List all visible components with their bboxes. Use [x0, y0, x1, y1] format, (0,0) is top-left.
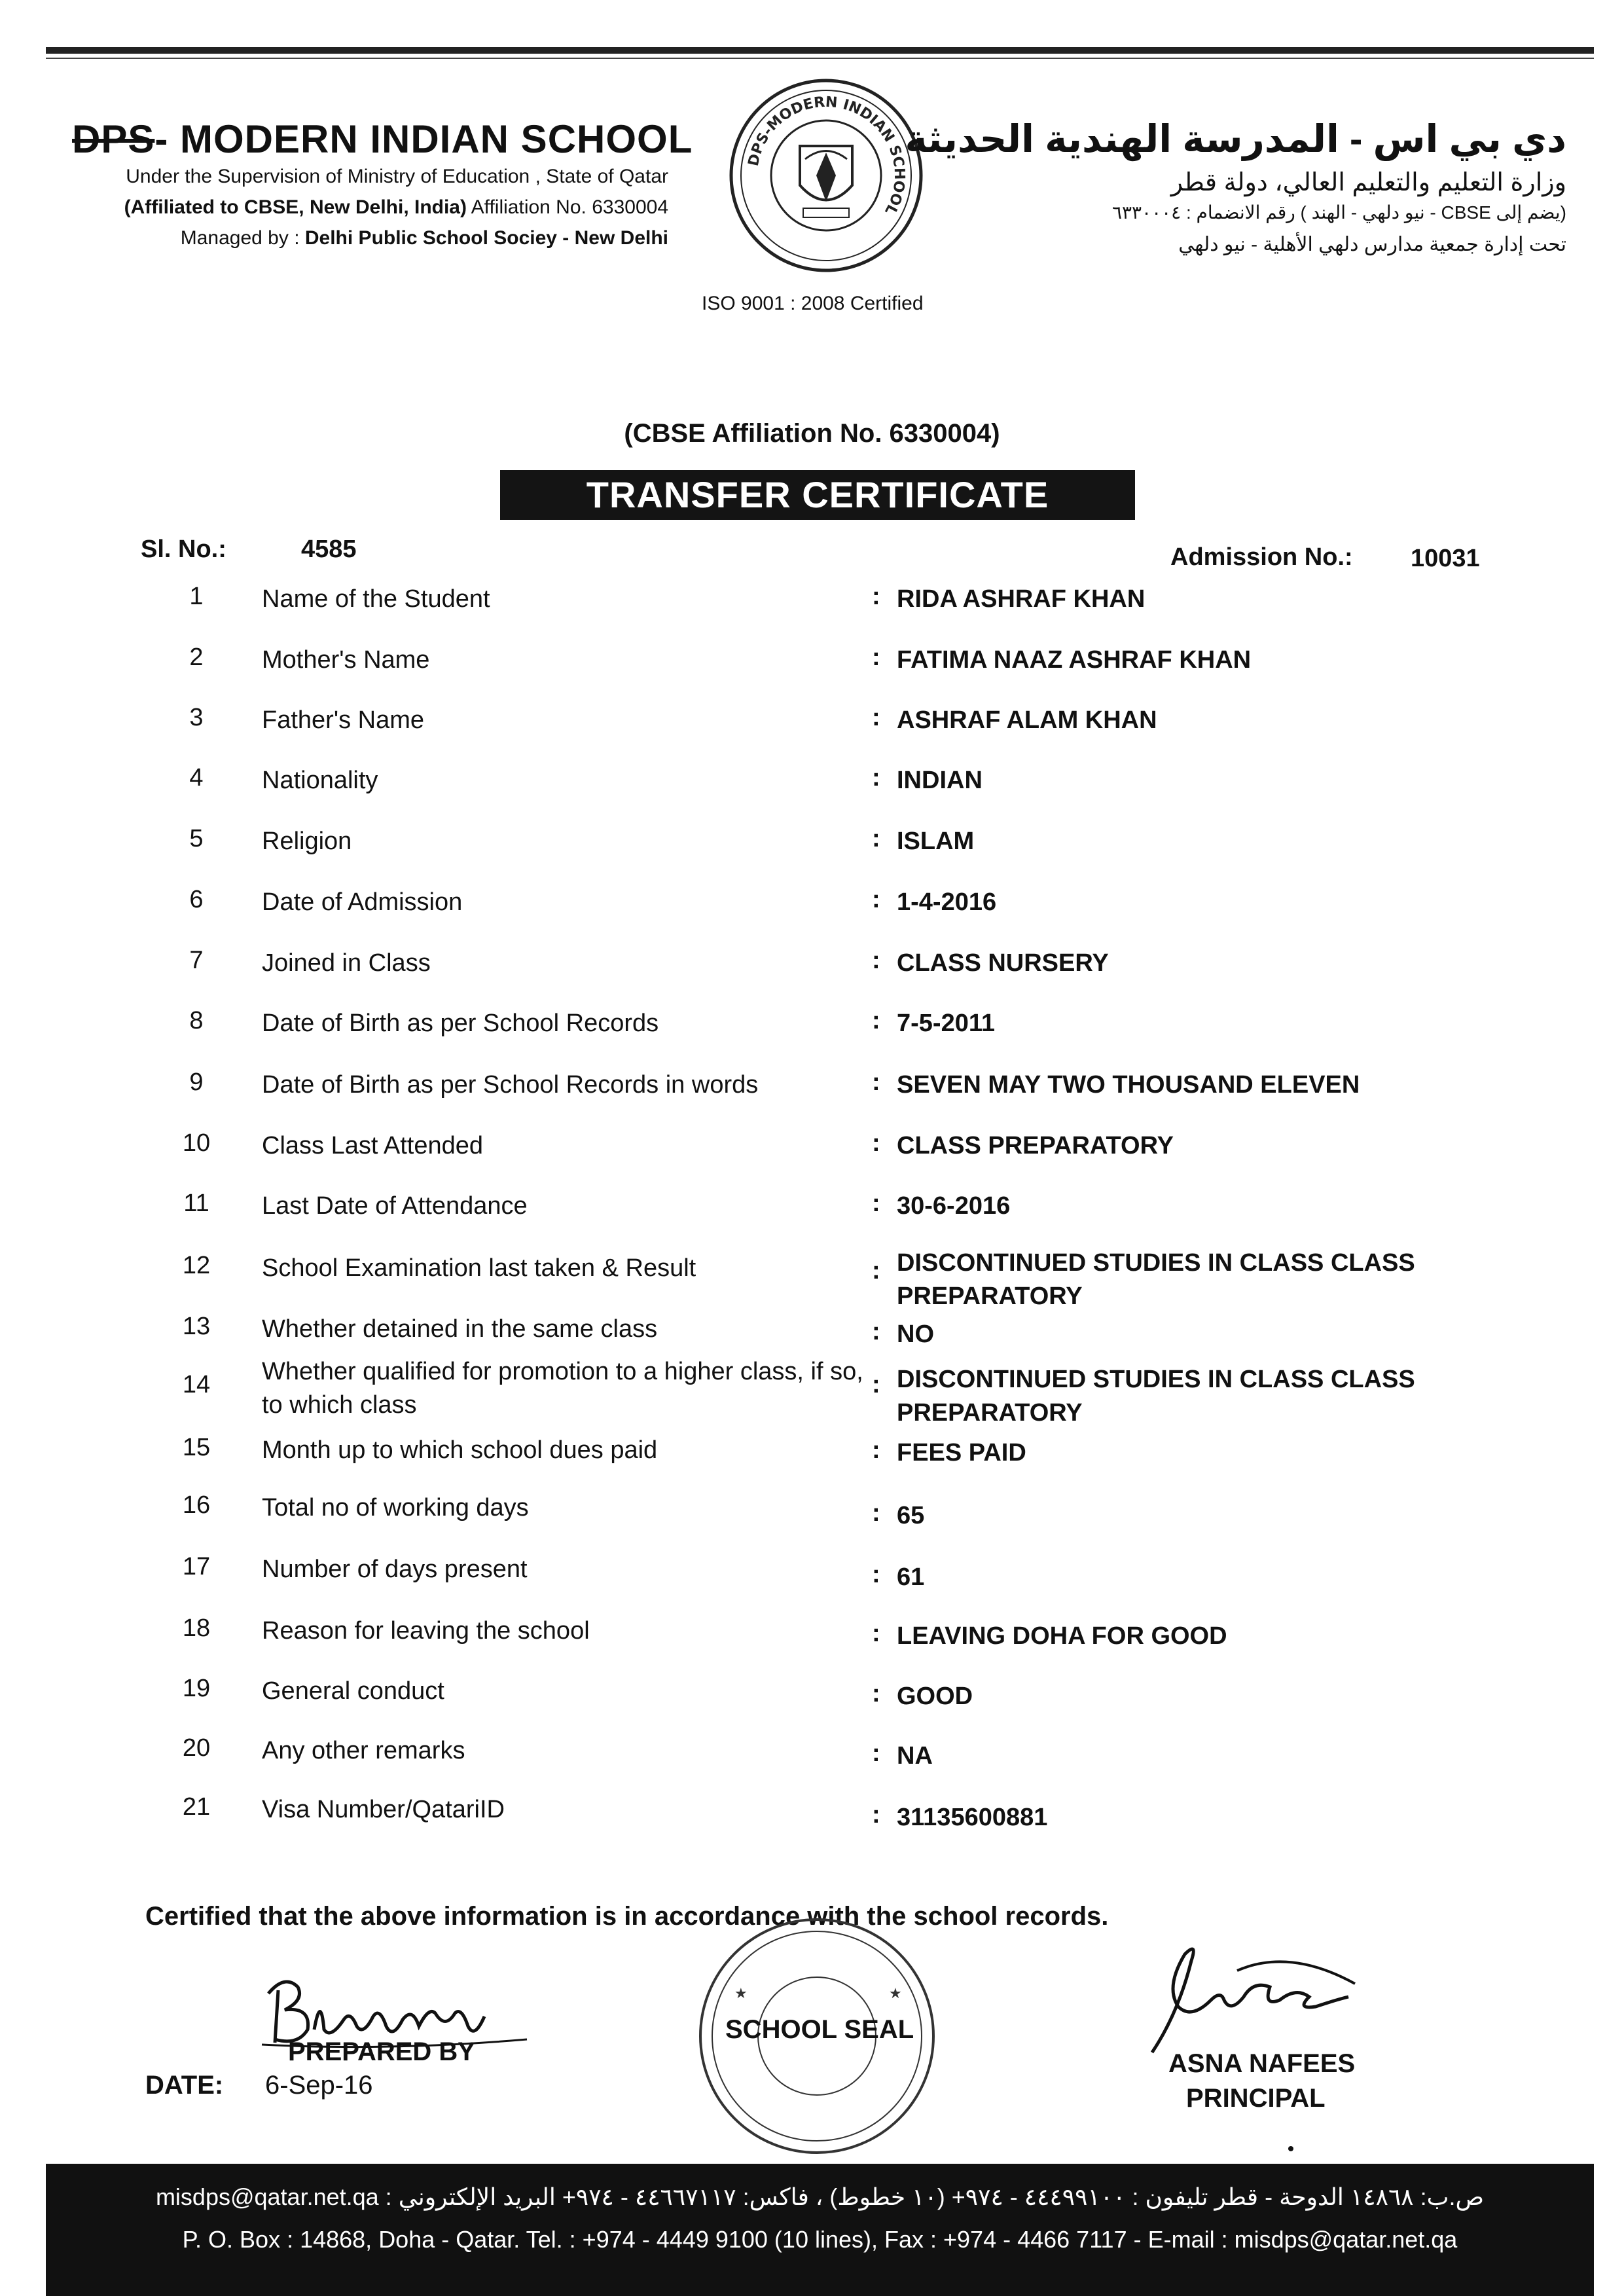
row-value: ISLAM — [897, 828, 975, 855]
row-label: Reason for leaving the school — [262, 1617, 590, 1645]
principal-name: ASNA NAFEES — [1168, 2049, 1356, 2078]
row-value: ASHRAF ALAM KHAN — [897, 706, 1157, 734]
row-colon: : — [872, 704, 880, 731]
row-value: LEAVING DOHA FOR GOOD — [897, 1622, 1227, 1650]
row-number: 15 — [182, 1434, 211, 1461]
affiliated-text: (Affiliated to CBSE, New Delhi, India) — [124, 196, 467, 218]
row-label: Name of the Student — [262, 585, 490, 613]
row-colon: : — [872, 825, 880, 852]
row-label: Total no of working days — [262, 1494, 529, 1522]
svg-text:★: ★ — [734, 1986, 748, 2002]
admission-number-value: 10031 — [1411, 545, 1480, 572]
row-value: 30-6-2016 — [897, 1192, 1011, 1220]
row-label: Whether qualified for promotion to a higher class, if so, to which class — [262, 1358, 863, 1419]
managed-by-prefix: Managed by : — [180, 227, 305, 249]
row-label: Visa Number/QatariID — [262, 1796, 505, 1823]
row-value: 61 — [897, 1563, 925, 1591]
row-value: CLASS PREPARATORY — [897, 1132, 1174, 1159]
row-label: Date of Admission — [262, 888, 463, 916]
row-value: FEES PAID — [897, 1439, 1026, 1467]
certification-statement: Certified that the above information is in accordance with the school records. — [145, 1902, 1109, 1931]
emblem-ring-text: DPS-MODERN INDIAN SCHOOL — [745, 94, 908, 218]
row-number: 13 — [182, 1313, 211, 1340]
top-rule — [46, 47, 1594, 54]
row-number: 5 — [189, 825, 204, 852]
school-name-text: - MODERN INDIAN SCHOOL — [154, 117, 693, 161]
principal-signature — [1139, 1935, 1375, 2059]
school-name-prefix: DPS — [72, 117, 155, 161]
row-label: Month up to which school dues paid — [262, 1436, 658, 1464]
row-label: Joined in Class — [262, 949, 431, 977]
row-colon: : — [872, 1801, 880, 1829]
ink-dot — [1288, 2146, 1293, 2151]
row-label: Religion — [262, 828, 352, 855]
row-label: Mother's Name — [262, 646, 430, 674]
row-value: DISCONTINUED STUDIES IN CLASS CLASS PREPARATORY — [897, 1366, 1415, 1427]
arabic-school-name: دي بي اس - المدرسة الهندية الحديثة — [905, 118, 1566, 160]
row-colon: : — [872, 947, 880, 974]
row-colon: : — [872, 1129, 880, 1157]
row-colon: : — [872, 1620, 880, 1647]
date-label: DATE: — [145, 2071, 224, 2100]
svg-text:★: ★ — [889, 1986, 902, 2002]
row-label: Any other remarks — [262, 1737, 465, 1764]
row-colon: : — [872, 764, 880, 792]
prepared-by-label: PREPARED BY — [288, 2037, 475, 2066]
footer-arabic-contact: misdps@qatar.net.qa : ص.ب: ١٤٨٦٨ الدوحة - قطر تليفون : ٤٤٤٩٩١٠٠ - ٩٧٤+ (١٠ خطوط) ، فاكس: ٤٤٦٦٧١١٧ - ٩٧٤+ البريد الإلكتروني — [155, 2183, 1485, 2210]
row-label: Class Last Attended — [262, 1132, 483, 1159]
row-value: 1-4-2016 — [897, 888, 997, 916]
affiliation-line — [124, 196, 668, 219]
footer-bar — [46, 2164, 1594, 2296]
row-number: 18 — [182, 1614, 211, 1642]
row-value: NO — [897, 1321, 934, 1348]
row-number: 17 — [182, 1553, 211, 1580]
certificate-title: TRANSFER CERTIFICATE — [500, 470, 1135, 520]
row-number: 9 — [189, 1068, 204, 1096]
row-value: 65 — [897, 1502, 925, 1529]
row-number: 3 — [189, 704, 204, 731]
serial-number-label: Sl. No.: — [141, 536, 226, 563]
row-value: RIDA ASHRAF KHAN — [897, 585, 1146, 613]
row-number: 2 — [189, 644, 204, 671]
row-colon: : — [872, 1740, 880, 1767]
principal-title: PRINCIPAL — [1186, 2084, 1326, 2113]
row-colon: : — [872, 1190, 880, 1217]
row-number: 11 — [183, 1190, 209, 1217]
row-number: 20 — [182, 1734, 211, 1762]
school-seal-label: SCHOOL SEAL — [725, 2015, 914, 2044]
arabic-managed-by: تحت إدارة جمعية مدارس دلهي الأهلية - نيو دلهي — [1178, 234, 1566, 255]
row-value: GOOD — [897, 1683, 973, 1710]
row-number: 4 — [189, 764, 204, 792]
row-value: NA — [897, 1742, 933, 1770]
row-colon: : — [872, 583, 880, 610]
row-label: Whether detained in the same class — [262, 1315, 658, 1343]
row-number: 6 — [189, 886, 204, 913]
row-value: DISCONTINUED STUDIES IN CLASS CLASS PREPARATORY — [897, 1249, 1415, 1310]
row-colon: : — [872, 644, 880, 671]
row-label: Father's Name — [262, 706, 425, 734]
row-number: 1 — [189, 583, 204, 610]
affiliation-number-text: Affiliation No. 6330004 — [466, 196, 668, 218]
row-colon: : — [872, 1436, 880, 1464]
row-value: INDIAN — [897, 767, 983, 794]
row-label: Date of Birth as per School Records — [262, 1010, 659, 1037]
row-label: Number of days present — [262, 1556, 528, 1583]
top-rule-thin — [46, 58, 1594, 59]
row-number: 8 — [189, 1007, 204, 1034]
row-label: Date of Birth as per School Records in words — [262, 1071, 759, 1099]
row-colon: : — [872, 1561, 880, 1588]
admission-number-label: Admission No.: — [1170, 543, 1353, 571]
row-value: 31135600881 — [897, 1804, 1048, 1831]
row-label: General conduct — [262, 1677, 444, 1705]
serial-number-value: 4585 — [301, 536, 357, 563]
row-colon: : — [872, 1318, 880, 1345]
row-value: 7-5-2011 — [897, 1010, 996, 1037]
school-name — [72, 117, 693, 162]
row-label: Nationality — [262, 767, 378, 794]
row-value: SEVEN MAY TWO THOUSAND ELEVEN — [897, 1071, 1360, 1099]
arabic-ministry: وزارة التعليم والتعليم العالي، دولة قطر — [1170, 169, 1566, 196]
date-value: 6-Sep-16 — [265, 2071, 373, 2100]
row-value: CLASS NURSERY — [897, 949, 1109, 977]
row-number: 21 — [182, 1793, 211, 1821]
row-number: 19 — [182, 1675, 211, 1702]
row-number: 12 — [182, 1252, 211, 1279]
row-colon: : — [872, 1499, 880, 1527]
iso-certification: ISO 9001 : 2008 Certified — [702, 293, 924, 314]
managed-by-line — [181, 227, 668, 249]
row-number: 10 — [182, 1129, 211, 1157]
row-colon: : — [872, 1371, 880, 1398]
school-emblem-icon — [728, 77, 924, 274]
cbse-affiliation: (CBSE Affiliation No. 6330004) — [624, 419, 1000, 448]
arabic-affiliation: (يضم إلى CBSE - نيو دلهي - الهند ) رقم الانضمام : ٦٣٣٠٠٠٤ — [1111, 202, 1566, 223]
row-value: FATIMA NAAZ ASHRAF KHAN — [897, 646, 1252, 674]
supervision-line: Under the Supervision of Ministry of Education , State of Qatar — [126, 166, 668, 187]
row-label: Last Date of Attendance — [262, 1192, 528, 1220]
managed-by-text: Delhi Public School Sociey - New Delhi — [304, 227, 668, 249]
row-colon: : — [872, 1257, 880, 1285]
row-colon: : — [872, 1680, 880, 1707]
row-number: 16 — [182, 1491, 211, 1519]
row-colon: : — [872, 886, 880, 913]
row-number: 7 — [189, 947, 204, 974]
row-number: 14 — [182, 1371, 211, 1398]
row-colon: : — [872, 1068, 880, 1096]
footer-english-contact: P. O. Box : 14868, Doha - Qatar. Tel. : +974 - 4449 9100 (10 lines), Fax : +974 - 4466 7117 - E-mail : misdps@qatar.net.qa — [182, 2226, 1458, 2253]
row-label: School Examination last taken & Result — [262, 1254, 696, 1282]
row-colon: : — [872, 1007, 880, 1034]
